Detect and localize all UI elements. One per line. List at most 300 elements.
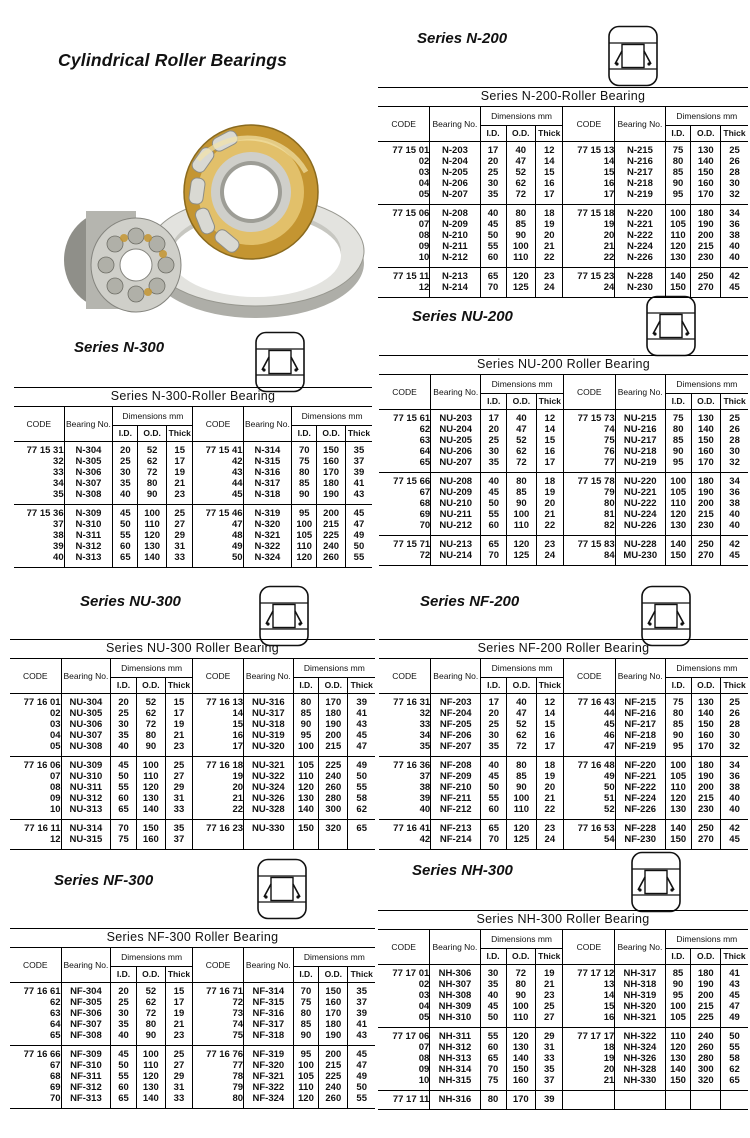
thick-cell: 21 (536, 793, 563, 804)
code-cell: 77 16 76 (192, 1046, 243, 1061)
table-row (378, 178, 748, 189)
bearing-no-cell: N-310 (64, 519, 113, 530)
table-row (14, 442, 372, 457)
od-cell: 250 (691, 268, 721, 283)
thick-cell: 38 (721, 230, 748, 241)
section-title-nu300: Series NU-300 (80, 593, 181, 610)
bearing-no-cell: NU-324 (244, 782, 294, 793)
id-cell: 150 (665, 282, 691, 298)
bearing-no-cell: NU-214 (431, 550, 481, 566)
id-cell: 40 (111, 741, 137, 757)
table-row (10, 804, 375, 820)
id-cell: 30 (480, 178, 506, 189)
od-cell: 260 (319, 782, 348, 793)
od-cell: 52 (507, 719, 537, 730)
section-title-nf300: Series NF-300 (54, 872, 154, 889)
bearing-no-cell: NU-211 (431, 509, 481, 520)
col-header-thick: Thick (536, 678, 563, 694)
id-cell: 50 (111, 1060, 137, 1071)
code-cell: 03 (50, 719, 61, 730)
thick-cell: 65 (721, 1075, 748, 1091)
id-cell: 120 (293, 782, 319, 793)
bearing-no-cell: NU-318 (244, 719, 294, 730)
id-cell: 70 (481, 834, 507, 850)
col-header-thick: Thick (166, 426, 192, 442)
code-cell: 33 (419, 719, 431, 730)
thick-cell: 29 (536, 1028, 563, 1043)
id-cell: 75 (292, 456, 317, 467)
thick-cell: 55 (348, 1093, 375, 1109)
od-cell: 180 (691, 757, 721, 772)
bearing-cross-section-icon (628, 850, 684, 914)
bearing-no-cell: NU-212 (431, 520, 481, 536)
thick-cell: 50 (721, 1028, 748, 1043)
thick-cell: 30 (721, 730, 748, 741)
col-header-od: O.D. (317, 426, 346, 442)
od-cell: 100 (506, 241, 536, 252)
bearing-no-cell: NF-210 (431, 782, 481, 793)
bearing-no-cell: N-219 (615, 189, 665, 205)
thick-cell: 39 (348, 1008, 375, 1019)
od-cell: 170 (691, 457, 721, 473)
od-cell: 100 (506, 1001, 536, 1012)
thick-cell: 28 (721, 719, 748, 730)
bearing-no-cell: N-304 (64, 442, 113, 457)
thick-cell: 12 (536, 694, 563, 709)
code-cell: 77 16 18 (192, 757, 243, 772)
id-cell: 17 (481, 410, 507, 425)
col-header-thick: Thick (721, 126, 748, 142)
od-cell: 190 (319, 1030, 348, 1046)
thick-cell: 14 (536, 424, 563, 435)
id-cell: 45 (111, 1046, 137, 1061)
code-cell: 77 16 23 (192, 820, 243, 835)
code-cell (192, 834, 243, 850)
od-cell: 120 (507, 536, 537, 551)
col-header-id: I.D. (113, 426, 138, 442)
thick-cell: 41 (721, 965, 748, 980)
thick-cell: 26 (721, 708, 748, 719)
col-header-code: CODE (10, 659, 61, 694)
od-cell: 140 (138, 552, 167, 568)
code-cell: 77 16 43 (563, 694, 615, 709)
bearing-no-cell: NU-217 (615, 435, 665, 446)
thick-cell (721, 1091, 748, 1110)
id-cell: 150 (293, 820, 319, 835)
thick-cell: 49 (348, 1071, 375, 1082)
bearing-no-cell: N-221 (615, 219, 665, 230)
code-cell: 63 (50, 1008, 61, 1019)
thick-cell: 12 (536, 142, 563, 157)
id-cell: 70 (481, 550, 507, 566)
id-cell: 95 (665, 189, 691, 205)
thick-cell: 28 (721, 167, 748, 178)
code-cell: 67 (50, 1060, 61, 1071)
code-cell: 12 (50, 834, 61, 845)
table-row (10, 834, 375, 850)
thick-cell: 17 (165, 708, 192, 719)
col-header-thick: Thick (165, 967, 192, 983)
thick-cell: 21 (536, 979, 563, 990)
thick-cell: 47 (721, 1001, 748, 1012)
table-caption: Series NU-300 Roller Bearing (10, 640, 375, 659)
table-row (379, 782, 748, 793)
bearing-no-cell: NU-316 (244, 694, 294, 709)
od-cell: 190 (691, 771, 721, 782)
bearing-no-cell: NF-209 (431, 771, 481, 782)
od-cell: 215 (691, 1001, 721, 1012)
row-group (10, 820, 375, 850)
col-header-od: O.D. (136, 967, 165, 983)
id-cell: 55 (111, 782, 137, 793)
col-header-dimensions: Dimensions mm (293, 659, 375, 678)
thick-cell: 19 (536, 771, 563, 782)
col-header-code: CODE (378, 930, 430, 965)
thick-cell: 12 (536, 410, 563, 425)
thick-cell: 20 (536, 782, 563, 793)
thick-cell: 30 (721, 178, 748, 189)
code-cell: 16 (563, 1012, 615, 1028)
code-cell: 73 (192, 1008, 243, 1019)
od-cell: 180 (691, 965, 721, 980)
od-cell: 90 (507, 498, 537, 509)
id-cell: 65 (481, 536, 507, 551)
thick-cell: 33 (165, 1093, 192, 1109)
thick-cell: 15 (536, 719, 563, 730)
code-cell: 77 15 78 (563, 473, 615, 488)
section-title-n300: Series N-300 (74, 339, 165, 356)
col-header-bearing-no: Bearing No. (615, 107, 665, 142)
bearing-cross-section-icon (643, 294, 699, 358)
thick-cell: 34 (721, 757, 748, 772)
thick-cell: 29 (165, 1071, 192, 1082)
row-group (378, 142, 748, 205)
code-cell: 52 (563, 804, 615, 820)
code-cell: 20 (563, 1064, 615, 1075)
od-cell: 85 (507, 487, 537, 498)
od-cell: 270 (691, 282, 721, 298)
bearing-no-cell: NU-309 (61, 757, 111, 772)
id-cell: 110 (292, 541, 317, 552)
bearing-no-cell: NF-312 (61, 1082, 111, 1093)
bearing-no-cell: MU-230 (615, 550, 665, 566)
col-header-thick: Thick (721, 949, 748, 965)
thick-cell: 15 (536, 435, 563, 446)
code-cell: 04 (418, 178, 430, 189)
bearing-no-cell: NU-207 (431, 457, 481, 473)
id-cell: 75 (480, 1075, 506, 1091)
id-cell: 75 (293, 997, 319, 1008)
id-cell: 100 (665, 473, 691, 488)
id-cell: 120 (293, 1093, 319, 1109)
code-cell: 77 16 13 (192, 694, 243, 709)
bearing-no-cell: NH-319 (615, 990, 665, 1001)
od-cell: 110 (507, 804, 537, 820)
table-row (14, 541, 372, 552)
thick-cell: 33 (166, 552, 192, 568)
thick-cell: 47 (345, 519, 372, 530)
table-row (378, 979, 748, 990)
od-cell: 320 (691, 1075, 721, 1091)
code-cell: 39 (419, 793, 431, 804)
thick-cell: 55 (348, 782, 375, 793)
table-row (14, 489, 372, 505)
code-cell: 15 (563, 1001, 615, 1012)
bearing-no-cell: N-213 (430, 268, 480, 283)
code-cell: 70 (50, 1093, 61, 1104)
col-header-dimensions: Dimensions mm (481, 659, 564, 678)
od-cell: 160 (319, 997, 348, 1008)
bearing-no-cell: N-308 (64, 489, 113, 505)
code-cell: 15 (563, 167, 615, 178)
table-header (378, 911, 748, 965)
bearing-no-cell: NF-204 (431, 708, 481, 719)
thick-cell: 23 (536, 990, 563, 1001)
col-header-bearing-no: Bearing No. (244, 948, 294, 983)
code-cell: 77 17 12 (563, 965, 615, 980)
od-cell: 140 (691, 708, 721, 719)
col-header-od: O.D. (136, 678, 165, 694)
thick-cell: 27 (165, 1060, 192, 1071)
code-cell: 49 (563, 771, 615, 782)
code-cell: 50 (193, 552, 243, 568)
od-cell: 52 (136, 694, 165, 709)
thick-cell: 34 (721, 205, 748, 220)
row-group (378, 268, 748, 298)
id-cell: 55 (111, 1071, 137, 1082)
od-cell: 52 (138, 442, 167, 457)
code-cell: 77 15 41 (193, 442, 243, 457)
table-row (379, 694, 748, 709)
id-cell: 70 (480, 282, 506, 298)
bearing-no-cell: NU-328 (244, 804, 294, 820)
bearing-no-cell: NF-218 (615, 730, 665, 741)
bearing-no-cell: N-209 (430, 219, 480, 230)
od-cell: 260 (319, 1093, 348, 1109)
thick-cell: 32 (721, 189, 748, 205)
od-cell: 100 (136, 757, 165, 772)
table-caption: Series NU-200 Roller Bearing (379, 356, 748, 375)
id-cell: 40 (113, 489, 138, 505)
code-cell: 40 (53, 552, 64, 563)
bearing-no-cell: NH-306 (430, 965, 480, 980)
code-cell: 44 (563, 708, 615, 719)
id-cell: 105 (665, 1012, 691, 1028)
thick-cell: 14 (536, 156, 563, 167)
code-cell: 21 (192, 793, 243, 804)
id-cell: 80 (293, 1008, 319, 1019)
code-cell: 16 (563, 178, 615, 189)
id-cell: 105 (665, 771, 691, 782)
thick-cell: 19 (536, 487, 563, 498)
thick-cell: 42 (721, 268, 748, 283)
code-cell: 64 (419, 446, 431, 457)
thick-cell: 20 (536, 498, 563, 509)
id-cell: 35 (480, 189, 506, 205)
od-cell: 215 (319, 741, 348, 757)
od-cell: 160 (136, 834, 165, 850)
table-row (378, 1042, 748, 1053)
roller-bearing-table-n300 (14, 387, 372, 568)
bearing-no-cell: NU-219 (615, 457, 665, 473)
table-row (379, 793, 748, 804)
bearing-no-cell: NF-306 (61, 1008, 111, 1019)
thick-cell: 19 (165, 719, 192, 730)
id-cell: 30 (481, 446, 507, 457)
id-cell: 85 (665, 435, 691, 446)
table-row (14, 478, 372, 489)
thick-cell: 31 (166, 541, 192, 552)
bearing-no-cell: N-214 (430, 282, 480, 298)
col-header-dimensions: Dimensions mm (665, 930, 748, 949)
od-cell: 100 (138, 505, 167, 520)
bearing-no-cell: NU-313 (61, 804, 111, 820)
bearing-no-cell: NF-228 (615, 820, 665, 835)
bearing-no-cell: N-204 (430, 156, 480, 167)
od-cell: 72 (506, 965, 536, 980)
row-group (379, 820, 748, 850)
bearing-no-cell: NF-206 (431, 730, 481, 741)
od-cell: 170 (691, 189, 721, 205)
thick-cell: 58 (721, 1053, 748, 1064)
thick-cell: 21 (536, 509, 563, 520)
bearing-no-cell: NH-315 (430, 1075, 480, 1091)
thick-cell: 25 (536, 1001, 563, 1012)
code-cell: 68 (50, 1071, 61, 1082)
od-cell: 200 (691, 782, 721, 793)
code-cell: 16 (192, 730, 243, 741)
col-header-dimensions: Dimensions mm (292, 407, 372, 426)
id-cell: 50 (481, 498, 507, 509)
code-cell: 77 16 06 (23, 760, 61, 771)
od-cell: 230 (691, 520, 721, 536)
code-cell: 51 (563, 793, 615, 804)
od-cell: 170 (691, 741, 721, 757)
thick-cell: 42 (721, 820, 748, 835)
od-cell: 40 (506, 142, 536, 157)
id-cell: 35 (113, 478, 138, 489)
code-cell: 82 (563, 520, 615, 536)
bearing-no-cell: NH-318 (615, 979, 665, 990)
col-header-id: I.D. (665, 949, 691, 965)
table-row (379, 834, 748, 850)
col-header-id: I.D. (481, 394, 507, 410)
id-cell (665, 1091, 691, 1110)
col-header-bearing-no: Bearing No. (615, 930, 665, 965)
code-cell: 07 (418, 219, 430, 230)
od-cell: 150 (691, 435, 721, 446)
code-cell: 77 15 13 (563, 142, 615, 157)
bearing-no-cell (615, 1091, 665, 1110)
id-cell: 90 (665, 979, 691, 990)
thick-cell: 35 (345, 442, 372, 457)
code-cell: 77 16 01 (23, 697, 61, 708)
roller-bearing-table-nf200 (379, 639, 748, 850)
code-cell: 77 15 71 (393, 539, 431, 550)
table-row (10, 820, 375, 835)
od-cell: 160 (691, 446, 721, 457)
col-header-code: CODE (14, 407, 64, 442)
bearing-no-cell: NH-313 (430, 1053, 480, 1064)
id-cell: 35 (481, 457, 507, 473)
thick-cell: 16 (536, 730, 563, 741)
bearing-no-cell: NU-306 (61, 719, 111, 730)
code-cell: 19 (563, 219, 615, 230)
thick-cell: 43 (721, 979, 748, 990)
thick-cell: 31 (165, 1082, 192, 1093)
table-header (379, 640, 748, 694)
table-row (10, 730, 375, 741)
table-row (10, 694, 375, 709)
od-cell: 200 (691, 498, 721, 509)
od-cell: 230 (691, 252, 721, 268)
bearing-no-cell: NF-216 (615, 708, 665, 719)
id-cell: 80 (665, 424, 691, 435)
col-header-dimensions: Dimensions mm (480, 107, 563, 126)
id-cell: 60 (113, 541, 138, 552)
bearing-no-cell: NF-212 (431, 804, 481, 820)
id-cell: 75 (665, 694, 691, 709)
bearing-no-cell: NF-324 (244, 1093, 294, 1109)
code-cell: 39 (53, 541, 64, 552)
col-header-id: I.D. (293, 678, 319, 694)
od-cell: 130 (136, 1082, 165, 1093)
id-cell: 35 (480, 979, 506, 990)
od-cell: 215 (691, 793, 721, 804)
bearing-no-cell: NH-321 (615, 1012, 665, 1028)
thick-cell: 43 (348, 719, 375, 730)
table-row (379, 457, 748, 473)
bearing-no-cell: NU-307 (61, 730, 111, 741)
code-cell: 09 (50, 793, 61, 804)
bearing-no-cell: NF-320 (244, 1060, 294, 1071)
od-cell: 62 (138, 456, 167, 467)
id-cell: 70 (293, 983, 319, 998)
thick-cell: 34 (721, 473, 748, 488)
code-cell: 80 (192, 1093, 243, 1109)
section-title-nf200: Series NF-200 (420, 593, 520, 610)
table-row (378, 205, 748, 220)
code-cell: 08 (50, 782, 61, 793)
thick-cell: 25 (165, 757, 192, 772)
code-cell: 74 (563, 424, 615, 435)
bearing-no-cell: NU-319 (244, 730, 294, 741)
id-cell: 105 (293, 1071, 319, 1082)
bearing-no-cell: N-218 (615, 178, 665, 189)
od-cell: 52 (506, 167, 536, 178)
bearing-no-cell: NF-319 (244, 1046, 294, 1061)
thick-cell: 43 (348, 1030, 375, 1046)
table-row (378, 965, 748, 980)
od-cell: 160 (691, 730, 721, 741)
code-cell: 10 (50, 804, 61, 815)
table-header (10, 640, 375, 694)
id-cell: 75 (665, 410, 691, 425)
id-cell: 85 (665, 167, 691, 178)
bearing-no-cell: NF-318 (244, 1030, 294, 1046)
table-header (378, 88, 748, 142)
roller-bearing-table-n200 (378, 87, 748, 298)
code-cell: 34 (419, 730, 431, 741)
table-row (379, 550, 748, 566)
thick-cell: 39 (536, 1091, 563, 1110)
id-cell: 35 (481, 741, 507, 757)
code-cell: 12 (418, 282, 430, 293)
col-header-dimensions: Dimensions mm (480, 930, 563, 949)
thick-cell: 40 (721, 793, 748, 804)
bearing-no-cell: NF-313 (61, 1093, 111, 1109)
bearing-no-cell: NF-214 (431, 834, 481, 850)
